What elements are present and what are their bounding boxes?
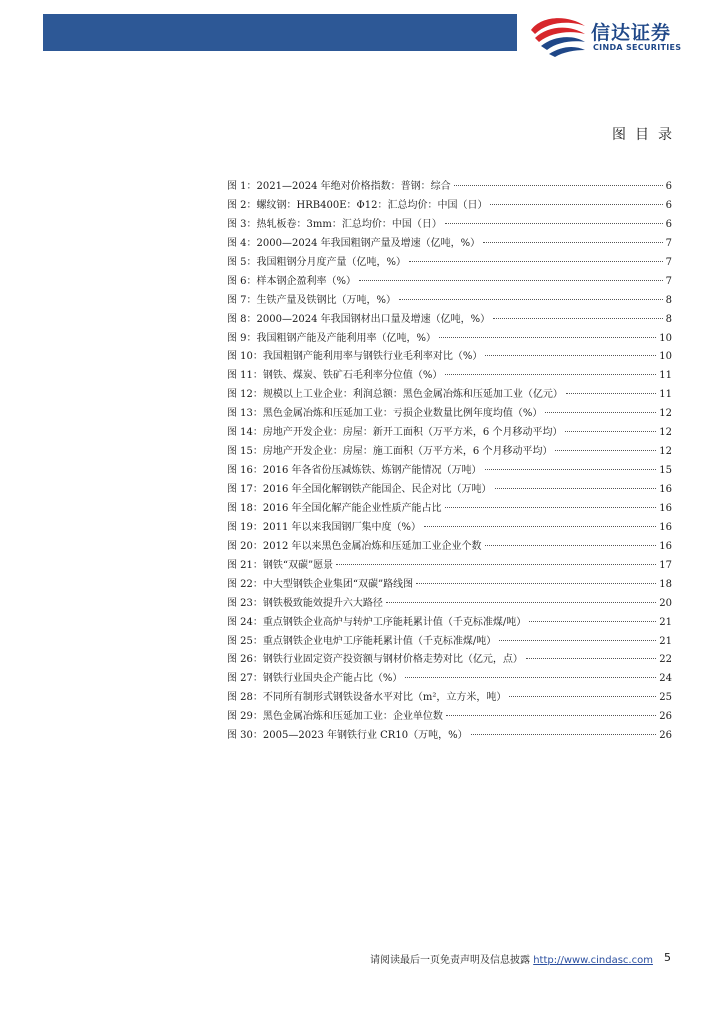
footer [370,951,653,966]
toc-dot-leader [555,450,656,451]
toc-entry-label: 图 20：2012 年以来黑色金属冶炼和压延加工业企业个数 [227,540,482,552]
toc-dot-leader [485,545,657,546]
toc-entry-label: 图 21：钢铁“双碳”愿景 [227,559,334,571]
toc-entry-label: 图 19：2011 年以来我国钢厂集中度（%） [227,521,422,533]
toc-entry-page: 12 [659,427,672,439]
toc-entry-page: 15 [659,465,672,477]
toc-dot-leader [399,299,663,300]
toc-entry-page: 16 [659,484,672,495]
toc-dot-leader [485,469,657,470]
toc-dot-leader [445,223,663,224]
toc-dot-leader [490,204,662,205]
toc-entry[interactable] [227,708,672,727]
toc-entry[interactable] [227,443,672,462]
header-bar [43,14,517,51]
toc-entry-page: 8 [665,313,672,325]
toc-entry-page: 22 [659,654,672,666]
toc-list [227,178,672,746]
toc-dot-leader [495,488,657,489]
cinda-logo-icon [527,10,589,58]
toc-entry-page: 6 [665,199,672,211]
page-number: 5 [664,951,671,964]
toc-entry[interactable] [227,311,672,330]
toc-entry[interactable] [227,557,672,576]
toc-entry-page: 25 [659,692,672,704]
toc-entry-label: 图 4：2000—2024 年我国粗钢产量及增速（亿吨，%） [227,237,481,249]
toc-entry-label: 图 14：房地产开发企业：房屋：新开工面积（万平方米，6 个月移动平均） [227,427,563,439]
toc-entry[interactable] [227,670,672,689]
toc-entry[interactable] [227,330,672,349]
toc-entry-page: 7 [665,237,672,249]
toc-entry[interactable] [227,651,672,670]
toc-entry-label: 图 29：黑色金属冶炼和压延加工业：企业单位数 [227,711,443,723]
toc-entry-label: 图 10：我国粗钢产能利用率与钢铁行业毛利率对比（%） [227,351,483,363]
toc-entry-label: 图 30：2005—2023 年钢铁行业 CR10（万吨，%） [227,730,468,742]
toc-entry[interactable] [227,197,672,216]
toc-dot-leader [445,507,657,508]
toc-entry[interactable] [227,273,672,292]
toc-entry[interactable] [227,178,672,197]
toc-entry-label: 图 24：重点钢铁企业高炉与转炉工序能耗累计值（千克标准煤/吨） [227,616,527,628]
toc-entry[interactable] [227,424,672,443]
toc-dot-leader [439,337,656,338]
toc-entry-page: 11 [659,370,672,382]
toc-dot-leader [405,677,656,678]
toc-entry[interactable] [227,292,672,311]
footer-disclaimer: 请阅读最后一页免责声明及信息披露 [370,955,530,966]
toc-dot-leader [545,412,656,413]
toc-entry[interactable] [227,595,672,614]
toc-entry[interactable] [227,348,672,367]
toc-dot-leader [483,242,663,243]
toc-entry[interactable] [227,254,672,273]
toc-entry-page: 6 [665,181,672,192]
toc-entry[interactable] [227,519,672,538]
toc-entry-page: 16 [659,502,672,514]
toc-entry-label: 图 18：2016 年全国化解产能企业性质产能占比 [227,502,442,514]
toc-title: 图目录 [612,127,681,143]
toc-entry-page: 16 [659,521,672,533]
toc-entry-page: 10 [659,332,672,344]
toc-entry-label: 图 9：我国粗钢产能及产能利用率（亿吨，%） [227,332,437,344]
toc-dot-leader [471,734,657,735]
toc-dot-leader [409,261,663,262]
toc-entry-page: 12 [659,408,672,420]
toc-entry[interactable] [227,689,672,708]
toc-entry-page: 24 [659,673,672,685]
toc-entry-label: 图 23：钢铁极致能效提升六大路径 [227,597,383,609]
toc-dot-leader [485,355,656,356]
toc-entry-label: 图 28：不同所有制形式钢铁设备水平对比（m²，立方米，吨） [227,692,507,704]
toc-entry[interactable] [227,405,672,424]
toc-entry-label: 图 12：规模以上工业企业：利润总额：黑色金属冶炼和压延加工业（亿元） [227,389,563,401]
toc-dot-leader [493,318,663,319]
toc-entry-page: 21 [659,616,672,628]
toc-entry-page: 10 [659,351,672,363]
toc-entry[interactable] [227,481,672,500]
toc-entry-label: 图 27：钢铁行业国央企产能占比（%） [227,673,403,685]
toc-entry-label: 图 6：样本钢企盈利率（%） [227,275,357,287]
toc-entry-label: 图 7：生铁产量及铁钢比（万吨，%） [227,294,397,306]
toc-entry-label: 图 2：螺纹钢：HRB400E：Φ12：汇总均价：中国（日） [227,199,488,211]
toc-dot-leader [386,602,656,603]
toc-dot-leader [526,658,656,659]
toc-entry-label: 图 26：钢铁行业固定资产投资额与钢材价格走势对比（亿元，点） [227,654,523,666]
toc-entry[interactable] [227,216,672,235]
toc-entry-page: 11 [659,389,672,401]
toc-entry[interactable] [227,633,672,652]
toc-dot-leader [499,640,656,641]
toc-entry-label: 图 13：黑色金属冶炼和压延加工业：亏损企业数量比例年度均值（%） [227,408,543,420]
toc-entry-page: 7 [665,256,672,268]
toc-entry[interactable] [227,614,672,633]
toc-dot-leader [529,621,656,622]
toc-entry-page: 7 [665,275,672,287]
toc-entry-label: 图 25：重点钢铁企业电炉工序能耗累计值（千克标准煤/吨） [227,635,497,647]
toc-entry[interactable] [227,576,672,595]
toc-entry[interactable] [227,367,672,386]
toc-dot-leader [424,526,656,527]
toc-dot-leader [509,696,656,697]
toc-entry-page: 21 [659,635,672,647]
toc-entry-page: 26 [659,730,672,742]
toc-dot-leader [565,431,656,432]
toc-entry-page: 18 [659,578,672,590]
toc-entry-label: 图 3：热轧板卷：3mm：汇总均价：中国（日） [227,218,442,230]
toc-entry-label: 图 22：中大型钢铁企业集团“双碳”路线图 [227,578,414,590]
toc-entry-label: 图 5：我国粗钢分月度产量（亿吨，%） [227,256,407,268]
toc-dot-leader [359,280,663,281]
toc-entry-page: 8 [665,294,672,306]
toc-entry[interactable] [227,235,672,254]
toc-dot-leader [566,393,656,394]
cinda-logo [527,10,717,58]
brand-name-en: CINDA SECURITIES [593,43,682,52]
toc-entry-page: 6 [665,218,672,230]
toc-entry-page: 12 [659,446,672,458]
footer-url-link[interactable]: http://www.cindasc.com [533,955,653,966]
toc-dot-leader [446,715,656,716]
toc-entry[interactable] [227,538,672,557]
toc-entry-label: 图 1：2021—2024 年绝对价格指数：普钢：综合 [227,181,451,192]
toc-dot-leader [336,564,656,565]
toc-dot-leader [416,583,656,584]
toc-entry-label: 图 8：2000—2024 年我国钢材出口量及增速（亿吨，%） [227,313,491,325]
toc-entry-page: 17 [659,559,672,571]
toc-dot-leader [454,185,663,186]
toc-entry[interactable] [227,727,672,746]
toc-entry-label: 图 11：钢铁、煤炭、铁矿石毛利率分位值（%） [227,370,443,382]
toc-entry[interactable] [227,500,672,519]
toc-entry-page: 26 [659,711,672,723]
toc-entry[interactable] [227,462,672,481]
toc-entry-label: 图 17：2016 年全国化解钢铁产能国企、民企对比（万吨） [227,484,492,495]
brand-name-cn: 信达证券 [591,22,672,44]
toc-entry-label: 图 15：房地产开发企业：房屋：施工面积（万平方米，6 个月移动平均） [227,446,553,458]
toc-dot-leader [445,374,656,375]
toc-entry[interactable] [227,386,672,405]
toc-entry-page: 20 [659,597,672,609]
toc-entry-page: 16 [659,540,672,552]
toc-entry-label: 图 16：2016 年各省份压减炼铁、炼钢产能情况（万吨） [227,465,482,477]
